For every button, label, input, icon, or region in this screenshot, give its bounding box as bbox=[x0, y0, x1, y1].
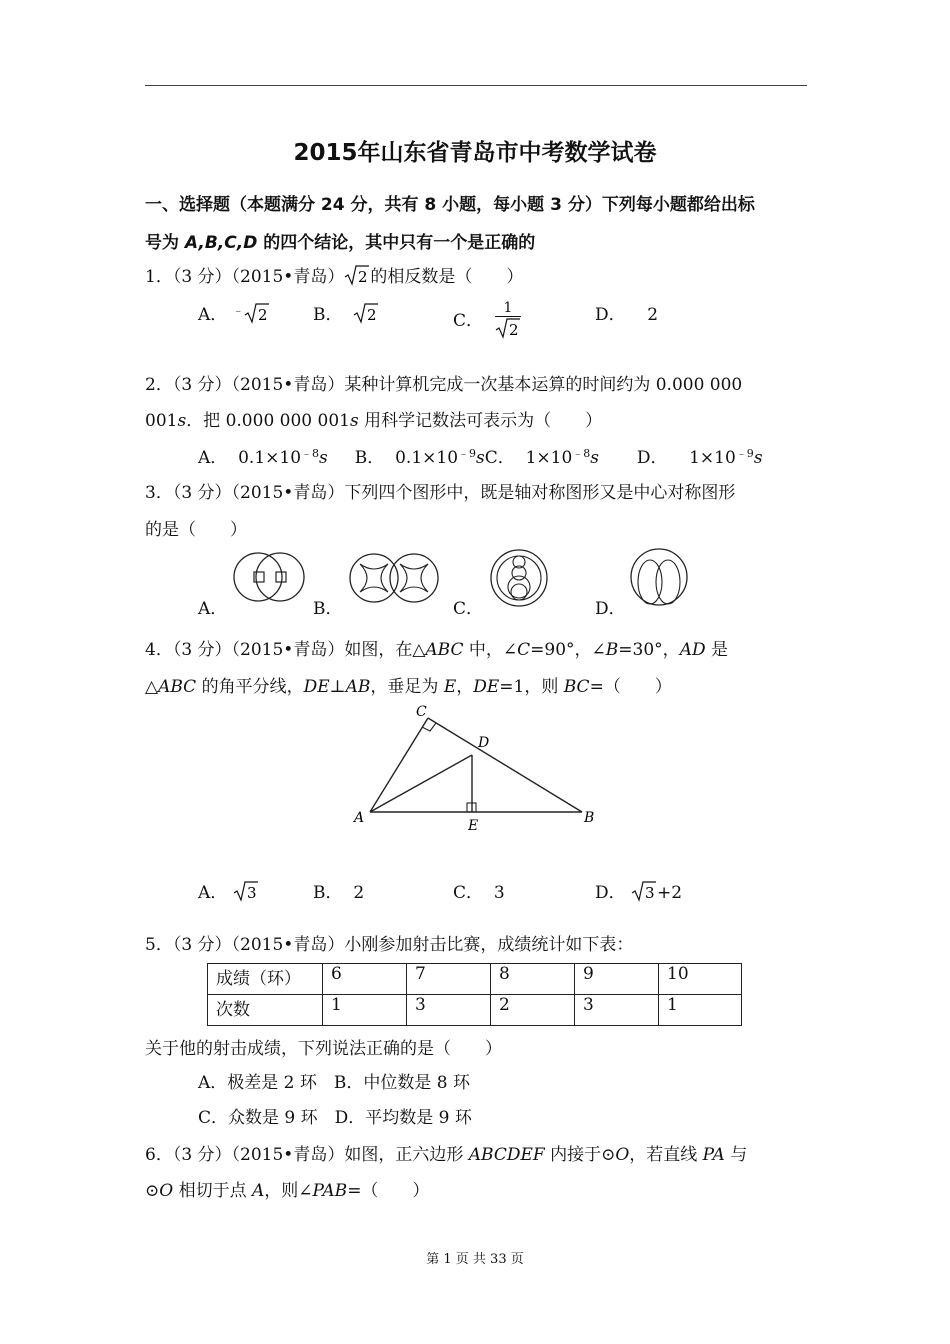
q3-option-c: C． bbox=[453, 599, 484, 619]
q1-option-c: C． $\frac{1}{2}$ bbox=[453, 300, 521, 343]
section-heading-line1: 一、选择题（本题满分 24 分，共有 8 小题，每小题 3 分）下列每小题都给出标 bbox=[145, 195, 755, 215]
q4-option-c: C． 3 bbox=[453, 883, 505, 903]
q5-options-ab: A．极差是 2 环 B．中位数是 8 环 bbox=[198, 1073, 471, 1093]
q1-option-b: B． 2 bbox=[313, 305, 377, 325]
svg-text:2: 2 bbox=[509, 321, 519, 339]
question-6-line2: ⊙O 相切于点 A，则∠PAB=（ ） bbox=[145, 1181, 430, 1201]
svg-text:3: 3 bbox=[645, 884, 655, 902]
q1-option-d: D． 2 bbox=[595, 305, 659, 325]
q3-option-b: B． bbox=[313, 599, 343, 619]
question-3-line1: 3．（3 分）（2015•青岛）下列四个图形中，既是轴对称图形又是中心对称图形 bbox=[145, 483, 736, 503]
question-2-line1: 2．（3 分）（2015•青岛）某种计算机完成一次基本运算的时间约为 0.000 000 bbox=[145, 375, 743, 395]
table-cell: 3 bbox=[407, 995, 491, 1026]
page-footer: 第 1 页 共 33 页 bbox=[426, 1252, 524, 1267]
table-cell: 成绩（环） bbox=[208, 964, 323, 995]
table-cell: 8 bbox=[491, 964, 575, 995]
q2-options: A． $0.1\times 10^{﹣8}s$ B． $0.1\times 10^{﹣9}sC$． $1\times 10^{﹣8}s$ D． $1\times 10^{﹣9}s$ bbox=[198, 447, 763, 468]
q1-option-a: A． ﹣ 2 bbox=[198, 304, 268, 325]
q3-option-d: D． bbox=[595, 599, 626, 619]
vertex-label-a: A bbox=[354, 810, 365, 826]
vertex-label-c: C bbox=[416, 704, 427, 720]
question-4-line2: △ABC 的角平分线，DE⊥AB，垂足为 E，DE=1，则 BC=（ ） bbox=[145, 677, 672, 697]
question-1: 1．（3 分）（2015•青岛） 2 的相反数是（ ） bbox=[145, 262, 523, 291]
figure-a-two-circles-squares bbox=[230, 548, 312, 608]
table-cell: 1 bbox=[323, 995, 407, 1026]
header-rule bbox=[145, 85, 807, 86]
svg-text:2: 2 bbox=[358, 268, 368, 286]
svg-text:2: 2 bbox=[257, 306, 268, 324]
table-cell: 10 bbox=[659, 964, 742, 995]
svg-text:3: 3 bbox=[246, 884, 257, 902]
vertex-label-d: D bbox=[478, 735, 490, 751]
table-cell: 9 bbox=[575, 964, 659, 995]
table-cell: 次数 bbox=[208, 995, 323, 1026]
triangle-figure bbox=[350, 700, 610, 840]
figure-d-vesica bbox=[628, 546, 690, 608]
question-3-line2: 的是（ ） bbox=[145, 520, 247, 540]
score-table bbox=[207, 963, 742, 1026]
q4-option-b: B． 2 bbox=[313, 883, 365, 903]
figure-c-nested-circles bbox=[488, 548, 552, 608]
vertex-label-b: B bbox=[584, 810, 595, 826]
vertex-label-e: E bbox=[468, 818, 479, 834]
question-5-prompt: 关于他的射击成绩，下列说法正确的是（ ） bbox=[145, 1039, 502, 1059]
sqrt2-symbol bbox=[344, 264, 370, 291]
table-cell: 3 bbox=[575, 995, 659, 1026]
figure-b-coins bbox=[348, 550, 440, 608]
q4-option-a: A． 3 bbox=[198, 883, 257, 903]
table-row bbox=[208, 964, 742, 995]
page-title: 2015年山东省青岛市中考数学试卷 bbox=[293, 140, 657, 166]
question-4-line1: 4．（3 分）（2015•青岛）如图，在△ABC 中，∠C=90°，∠B=30°，AD 是 bbox=[145, 640, 729, 660]
table-cell: 2 bbox=[491, 995, 575, 1026]
q4-option-d: D． 3 +2 bbox=[595, 883, 683, 903]
question-2-line2: 001s．把 0.000 000 001s 用科学记数法可表示为（ ） bbox=[145, 411, 603, 431]
table-cell: 6 bbox=[323, 964, 407, 995]
question-5-line1: 5．（3 分）（2015•青岛）小刚参加射击比赛，成绩统计如下表： bbox=[145, 935, 634, 955]
table-cell: 7 bbox=[407, 964, 491, 995]
table-row bbox=[208, 995, 742, 1026]
q3-option-a: A． bbox=[198, 599, 228, 619]
table-cell: 1 bbox=[659, 995, 742, 1026]
question-6-line1: 6．（3 分）（2015•青岛）如图，正六边形 ABCDEF 内接于⊙O，若直线 PA 与 bbox=[145, 1145, 748, 1165]
section-heading-line2: 号为 A,B,C,D 的四个结论，其中只有一个是正确的 bbox=[145, 233, 536, 253]
q5-options-cd: C．众数是 9 环 D．平均数是 9 环 bbox=[198, 1108, 472, 1128]
svg-text:2: 2 bbox=[367, 306, 377, 324]
